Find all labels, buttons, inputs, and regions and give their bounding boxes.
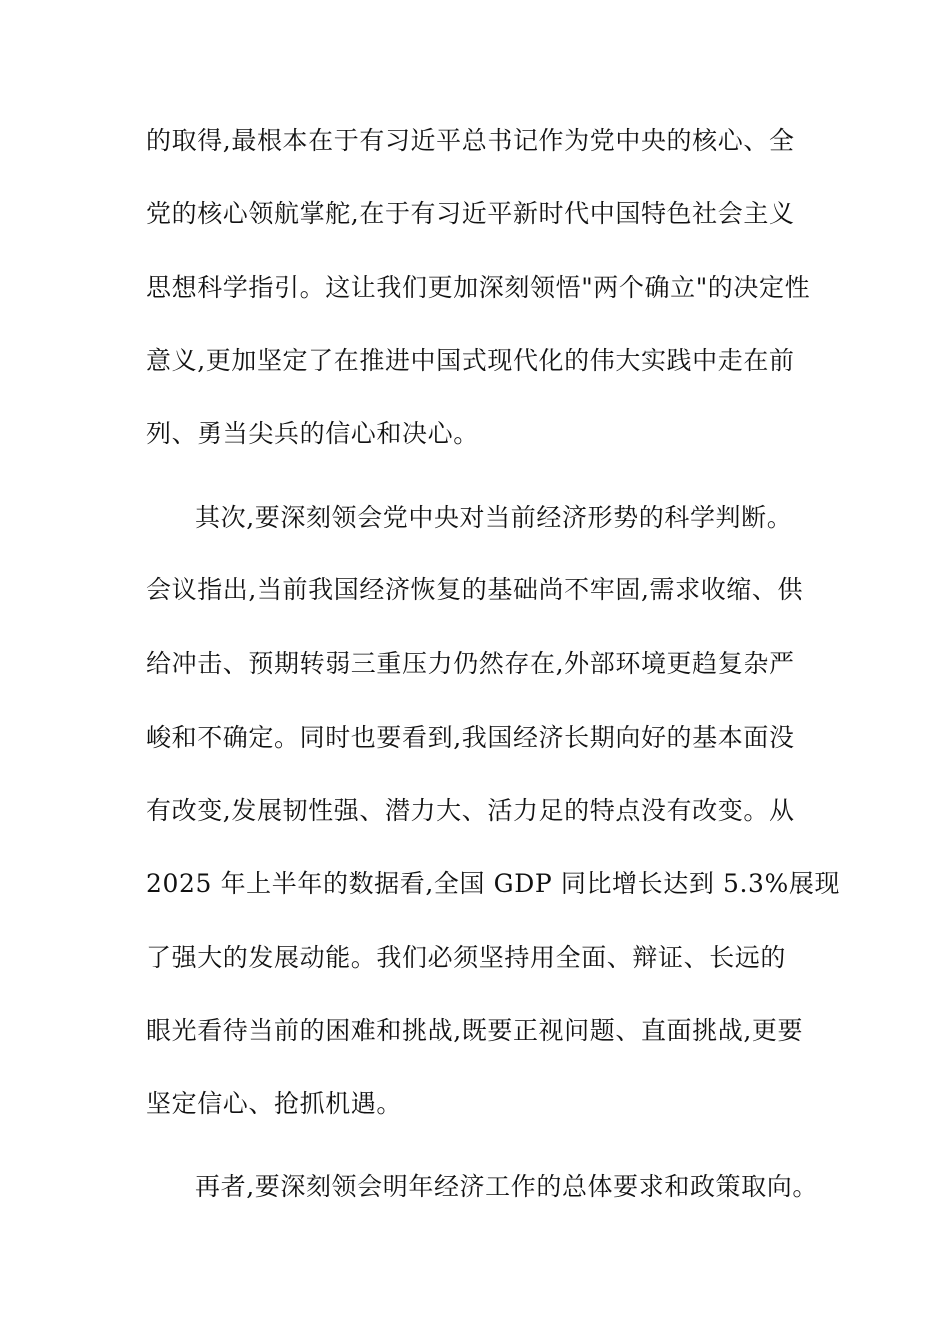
text-line: 给冲击、预期转弱三重压力仍然存在,外部环境更趋复杂严 bbox=[146, 649, 795, 678]
text-line: 党的核心领航掌舵,在于有习近平新时代中国特色社会主义 bbox=[146, 199, 795, 228]
text-line: 坚定信心、抢抓机遇。 bbox=[146, 1089, 403, 1118]
text-line: 2025 年上半年的数据看,全国 GDP 同比增长达到 5.3%展现 bbox=[146, 869, 841, 898]
text-line: 的取得,最根本在于有习近平总书记作为党中央的核心、全 bbox=[146, 126, 795, 155]
text-line: 列、勇当尖兵的信心和决心。 bbox=[146, 419, 479, 448]
text-line: 意义,更加坚定了在推进中国式现代化的伟大实践中走在前 bbox=[146, 346, 795, 375]
text-line: 有改变,发展韧性强、潜力大、活力足的特点没有改变。从 bbox=[146, 796, 795, 825]
text-line: 其次,要深刻领会党中央对当前经济形势的科学判断。 bbox=[195, 503, 793, 532]
text-line: 思想科学指引。这让我们更加深刻领悟"两个确立"的决定性 bbox=[146, 273, 811, 302]
text-line: 峻和不确定。同时也要看到,我国经济长期向好的基本面没 bbox=[146, 723, 795, 752]
text-line: 眼光看待当前的困难和挑战,既要正视问题、直面挑战,更要 bbox=[146, 1016, 804, 1045]
text-line: 了强大的发展动能。我们必须坚持用全面、辩证、长远的 bbox=[146, 943, 787, 972]
text-line: 会议指出,当前我国经济恢复的基础尚不牢固,需求收缩、供 bbox=[146, 575, 804, 604]
text-line: 再者,要深刻领会明年经济工作的总体要求和政策取向。 bbox=[195, 1172, 818, 1201]
